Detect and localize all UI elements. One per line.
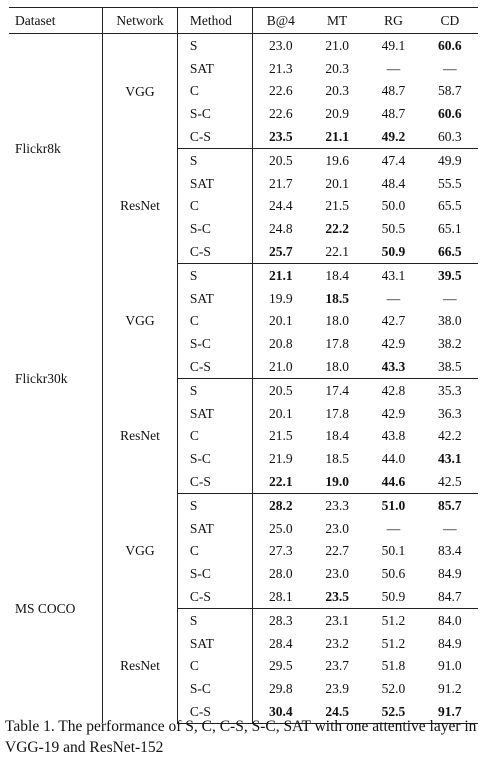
method-cell: C-S: [177, 700, 252, 723]
bleu4-cell: 21.0: [252, 355, 309, 378]
cider-cell: 60.3: [422, 125, 478, 148]
rouge-cell: 50.6: [381, 566, 406, 582]
bleu4-cell: 24.8: [252, 217, 309, 240]
table-row: [9, 493, 478, 516]
method-cell: SAT: [177, 172, 252, 195]
method-cell: C: [177, 310, 252, 333]
header-bleu4: B@4: [252, 8, 309, 34]
bleu4-cell: 28.0: [252, 562, 309, 585]
rouge-cell: 51.8: [381, 658, 406, 674]
cider-cell: 65.5: [438, 198, 462, 214]
dataset-cell: Flickr30k: [15, 370, 68, 386]
rouge-cell: 48.7: [381, 106, 406, 122]
cider-cell: 91.7: [422, 700, 478, 723]
rouge-cell: —: [386, 520, 401, 536]
meteor-cell: 17.8: [325, 336, 349, 352]
rouge-cell: 43.3: [365, 355, 421, 378]
network-cell: VGG: [103, 493, 178, 608]
cider-cell: —: [443, 290, 457, 306]
bleu4-cell: 28.2: [252, 493, 309, 516]
method-cell: S: [177, 608, 252, 631]
cider-cell: 39.5: [438, 267, 462, 283]
bleu4-cell: 28.4: [252, 632, 309, 655]
rouge-cell: 47.4: [381, 152, 406, 168]
cider-cell: 42.2: [438, 428, 462, 444]
cider-cell: 84.9: [438, 635, 462, 651]
table-body: [9, 34, 478, 724]
bleu4-cell: 25.0: [252, 517, 309, 540]
meteor-cell: 17.8: [325, 405, 349, 421]
method-cell: C-S: [177, 355, 252, 378]
rouge-cell: 43.8: [381, 428, 406, 444]
method-cell: C: [177, 80, 252, 103]
rouge-cell: 52.5: [365, 700, 421, 723]
bleu4-cell: 21.1: [252, 263, 309, 286]
bleu4-cell: 22.6: [252, 102, 309, 125]
meteor-cell: 20.1: [325, 175, 349, 191]
header-meteor: MT: [309, 8, 365, 34]
header-method: Method: [177, 8, 252, 34]
bleu4-cell: 20.1: [252, 402, 309, 425]
network-cell: VGG: [103, 34, 178, 149]
cider-cell: 91.0: [438, 658, 462, 674]
network-cell: ResNet: [103, 148, 178, 263]
method-cell: SAT: [177, 57, 252, 80]
meteor-cell: 23.0: [325, 520, 349, 536]
meteor-cell: 22.7: [325, 543, 349, 559]
meteor-cell: 21.1: [309, 125, 365, 148]
cider-cell: 85.7: [438, 497, 462, 513]
bleu4-cell: 28.1: [252, 585, 309, 608]
bleu4-cell: 20.1: [252, 310, 309, 333]
cider-cell: —: [443, 60, 457, 76]
meteor-cell: 18.4: [325, 428, 349, 444]
cider-cell: 49.9: [438, 152, 462, 168]
method-cell: S-C: [177, 102, 252, 125]
meteor-cell: 20.3: [325, 83, 349, 99]
network-cell: ResNet: [103, 608, 178, 723]
meteor-cell: 20.9: [325, 106, 349, 122]
method-cell: C-S: [177, 470, 252, 493]
cider-cell: 83.4: [438, 543, 462, 559]
meteor-cell: 23.9: [325, 681, 349, 697]
meteor-cell: 22.1: [309, 240, 365, 263]
method-cell: S-C: [177, 562, 252, 585]
cider-cell: 55.5: [438, 175, 462, 191]
bleu4-cell: 21.3: [252, 57, 309, 80]
cider-cell: 84.9: [438, 566, 462, 582]
bleu4-cell: 25.7: [252, 240, 309, 263]
rouge-cell: 48.4: [381, 175, 406, 191]
rouge-cell: 51.2: [381, 612, 406, 628]
meteor-cell: 18.5: [325, 290, 349, 306]
meteor-cell: 19.6: [325, 152, 349, 168]
bleu4-cell: 24.4: [252, 195, 309, 218]
method-cell: S: [177, 34, 252, 57]
method-cell: S: [177, 263, 252, 286]
bleu4-cell: 27.3: [252, 540, 309, 563]
rouge-cell: 50.9: [365, 585, 421, 608]
rouge-cell: 51.0: [381, 497, 406, 513]
meteor-cell: 24.5: [309, 700, 365, 723]
bleu4-cell: 20.5: [252, 148, 309, 171]
method-cell: C-S: [177, 240, 252, 263]
rouge-cell: —: [386, 290, 401, 306]
meteor-cell: 23.2: [325, 635, 349, 651]
cider-cell: 38.0: [438, 313, 462, 329]
method-cell: S: [177, 493, 252, 516]
method-cell: S-C: [177, 332, 252, 355]
bleu4-cell: 21.7: [252, 172, 309, 195]
method-cell: C: [177, 540, 252, 563]
bleu4-cell: 29.5: [252, 655, 309, 678]
cider-cell: 60.6: [438, 37, 462, 53]
meteor-cell: 23.5: [309, 585, 365, 608]
meteor-cell: 21.5: [325, 198, 349, 214]
method-cell: S-C: [177, 447, 252, 470]
rouge-cell: 50.1: [381, 543, 406, 559]
rouge-cell: 50.5: [381, 221, 406, 237]
network-cell: VGG: [103, 263, 178, 378]
method-cell: SAT: [177, 632, 252, 655]
cider-cell: 38.2: [438, 336, 462, 352]
meteor-cell: 17.4: [325, 382, 349, 398]
method-cell: S: [177, 378, 252, 401]
rouge-cell: 43.1: [381, 267, 406, 283]
method-cell: C: [177, 195, 252, 218]
method-cell: S-C: [177, 677, 252, 700]
dataset-cell: MS COCO: [15, 600, 76, 616]
rouge-cell: 42.9: [381, 336, 406, 352]
bleu4-cell: 29.8: [252, 677, 309, 700]
meteor-cell: 23.3: [325, 497, 349, 513]
dataset-cell: Flickr8k: [15, 141, 61, 157]
cider-cell: 65.1: [438, 221, 462, 237]
meteor-cell: 23.7: [325, 658, 349, 674]
rouge-cell: —: [386, 60, 401, 76]
table-header-row: [9, 8, 478, 34]
meteor-cell: 18.5: [325, 451, 349, 467]
header-dataset: Dataset: [9, 8, 103, 34]
rouge-cell: 50.0: [381, 198, 406, 214]
bleu4-cell: 20.8: [252, 332, 309, 355]
rouge-cell: 49.2: [365, 125, 421, 148]
meteor-cell: 21.0: [325, 37, 349, 53]
bleu4-cell: 22.1: [252, 470, 309, 493]
rouge-cell: 49.1: [381, 37, 406, 53]
cider-cell: 36.3: [438, 405, 462, 421]
method-cell: SAT: [177, 517, 252, 540]
rouge-cell: 50.9: [365, 240, 421, 263]
results-table: [9, 7, 478, 724]
header-network: Network: [103, 8, 178, 34]
bleu4-cell: 23.0: [252, 34, 309, 57]
table-row: [9, 263, 478, 286]
rouge-cell: 51.2: [381, 635, 406, 651]
bleu4-cell: 21.9: [252, 447, 309, 470]
results-table-container: [9, 7, 478, 724]
cider-cell: 66.5: [422, 240, 478, 263]
method-cell: C-S: [177, 125, 252, 148]
bleu4-cell: 23.5: [252, 125, 309, 148]
meteor-cell: 20.3: [325, 60, 349, 76]
method-cell: C: [177, 655, 252, 678]
rouge-cell: 44.0: [381, 451, 406, 467]
cider-cell: 43.1: [438, 451, 462, 467]
meteor-cell: 18.0: [325, 313, 349, 329]
table-row: [9, 34, 478, 57]
meteor-cell: 18.4: [325, 267, 349, 283]
meteor-cell: 19.0: [309, 470, 365, 493]
meteor-cell: 23.0: [325, 566, 349, 582]
header-rouge: RG: [365, 8, 421, 34]
method-cell: C-S: [177, 585, 252, 608]
rouge-cell: 52.0: [381, 681, 406, 697]
rouge-cell: 48.7: [381, 83, 406, 99]
method-cell: S-C: [177, 217, 252, 240]
table-caption: Table 1. The performance of S, C, C-S, S-C, SAT with one attentive layer in VGG-19 and ResNet-152: [5, 718, 477, 756]
meteor-cell: 23.1: [325, 612, 349, 628]
rouge-cell: 44.6: [365, 470, 421, 493]
cider-cell: 38.5: [422, 355, 478, 378]
header-cider: CD: [422, 8, 478, 34]
cider-cell: 84.7: [422, 585, 478, 608]
cider-cell: 58.7: [438, 83, 462, 99]
cider-cell: 42.5: [422, 470, 478, 493]
bleu4-cell: 19.9: [252, 287, 309, 310]
cider-cell: 35.3: [438, 382, 462, 398]
bleu4-cell: 20.5: [252, 378, 309, 401]
method-cell: S: [177, 148, 252, 171]
meteor-cell: 18.0: [309, 355, 365, 378]
meteor-cell: 22.2: [325, 221, 349, 237]
network-cell: ResNet: [103, 378, 178, 493]
rouge-cell: 42.9: [381, 405, 406, 421]
cider-cell: 60.6: [438, 106, 462, 122]
cider-cell: 91.2: [438, 681, 462, 697]
method-cell: SAT: [177, 402, 252, 425]
bleu4-cell: 22.6: [252, 80, 309, 103]
bleu4-cell: 30.4: [252, 700, 309, 723]
cider-cell: —: [443, 520, 457, 536]
bleu4-cell: 28.3: [252, 608, 309, 631]
method-cell: SAT: [177, 287, 252, 310]
rouge-cell: 42.8: [381, 382, 406, 398]
bleu4-cell: 21.5: [252, 425, 309, 448]
method-cell: C: [177, 425, 252, 448]
cider-cell: 84.0: [438, 612, 462, 628]
rouge-cell: 42.7: [381, 313, 406, 329]
